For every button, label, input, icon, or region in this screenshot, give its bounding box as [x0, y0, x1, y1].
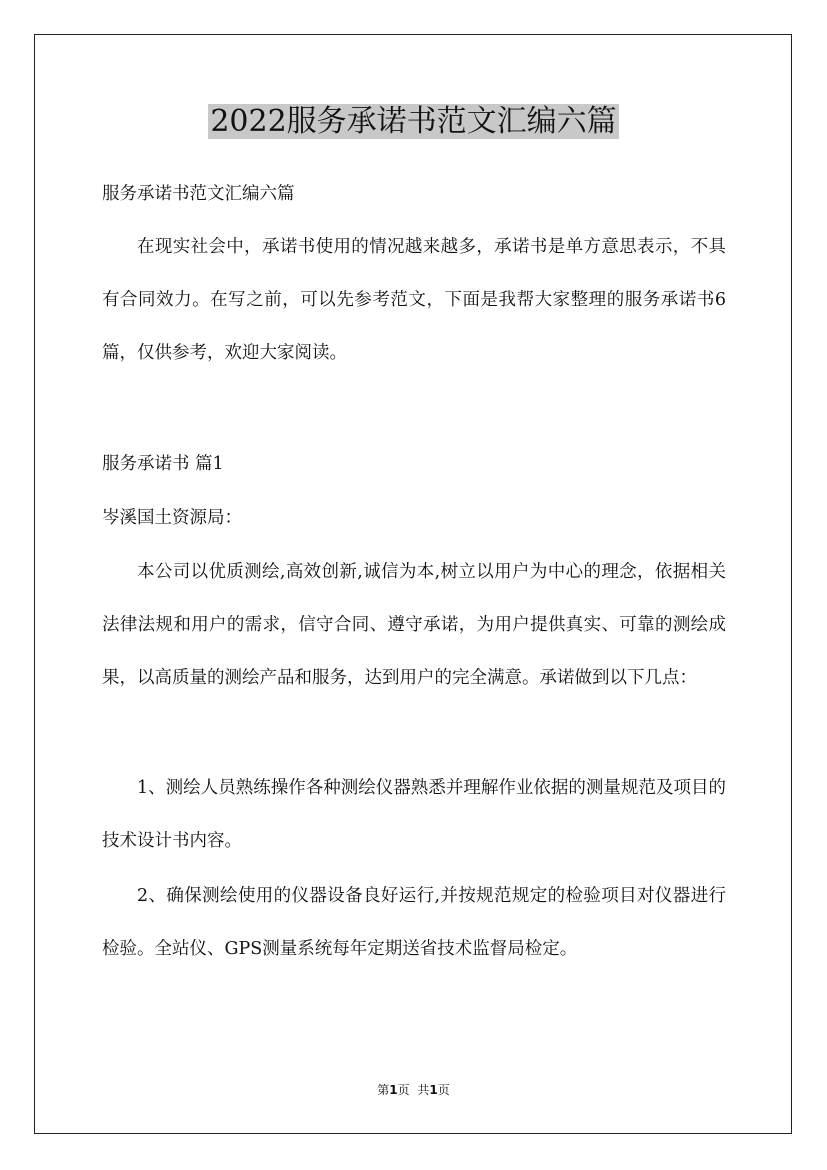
page-footer	[0, 1081, 827, 1099]
salutation: 岑溪国土资源局：	[102, 508, 242, 528]
document-title-text: 2022服务承诺书范文汇编六篇	[210, 104, 617, 139]
footer-page-total: 1	[429, 1083, 438, 1097]
footer-total-prefix: 共	[417, 1083, 430, 1097]
document-title	[0, 102, 827, 142]
footer-page-current: 1	[389, 1083, 398, 1097]
document-subtitle: 服务承诺书范文汇编六篇	[102, 184, 295, 204]
body-paragraph-1: 本公司以优质测绘,高效创新,诚信为本,树立以用户为中心的理念，依据相关法律法规和用户的需求，信守合同、遵守承诺，为用户提供真实、可靠的测绘成果，以高质量的测绘产品和服务，达到用户的完全满意。承诺做到以下几点：	[102, 562, 726, 688]
body-paragraph-2: 1、测绘人员熟练操作各种测绘仪器熟悉并理解作业依据的测量规范及项目的技术设计书内容。	[102, 778, 726, 851]
body-paragraph-3: 2、确保测绘使用的仪器设备良好运行,并按规范规定的检验项目对仪器进行检验。全站仪、GPS测量系统每年定期送省技术监督局检定。	[102, 886, 726, 959]
footer-page-prefix: 第	[377, 1083, 390, 1097]
footer-page-suffix: 页	[397, 1083, 410, 1097]
intro-paragraph: 在现实社会中，承诺书使用的情况越来越多，承诺书是单方意思表示，不具有合同效力。在写之前，可以先参考范文，下面是我帮大家整理的服务承诺书6篇，仅供参考，欢迎大家阅读。	[102, 237, 726, 363]
section-heading: 服务承诺书 篇1	[102, 454, 224, 474]
footer-total-suffix: 页	[437, 1083, 450, 1097]
